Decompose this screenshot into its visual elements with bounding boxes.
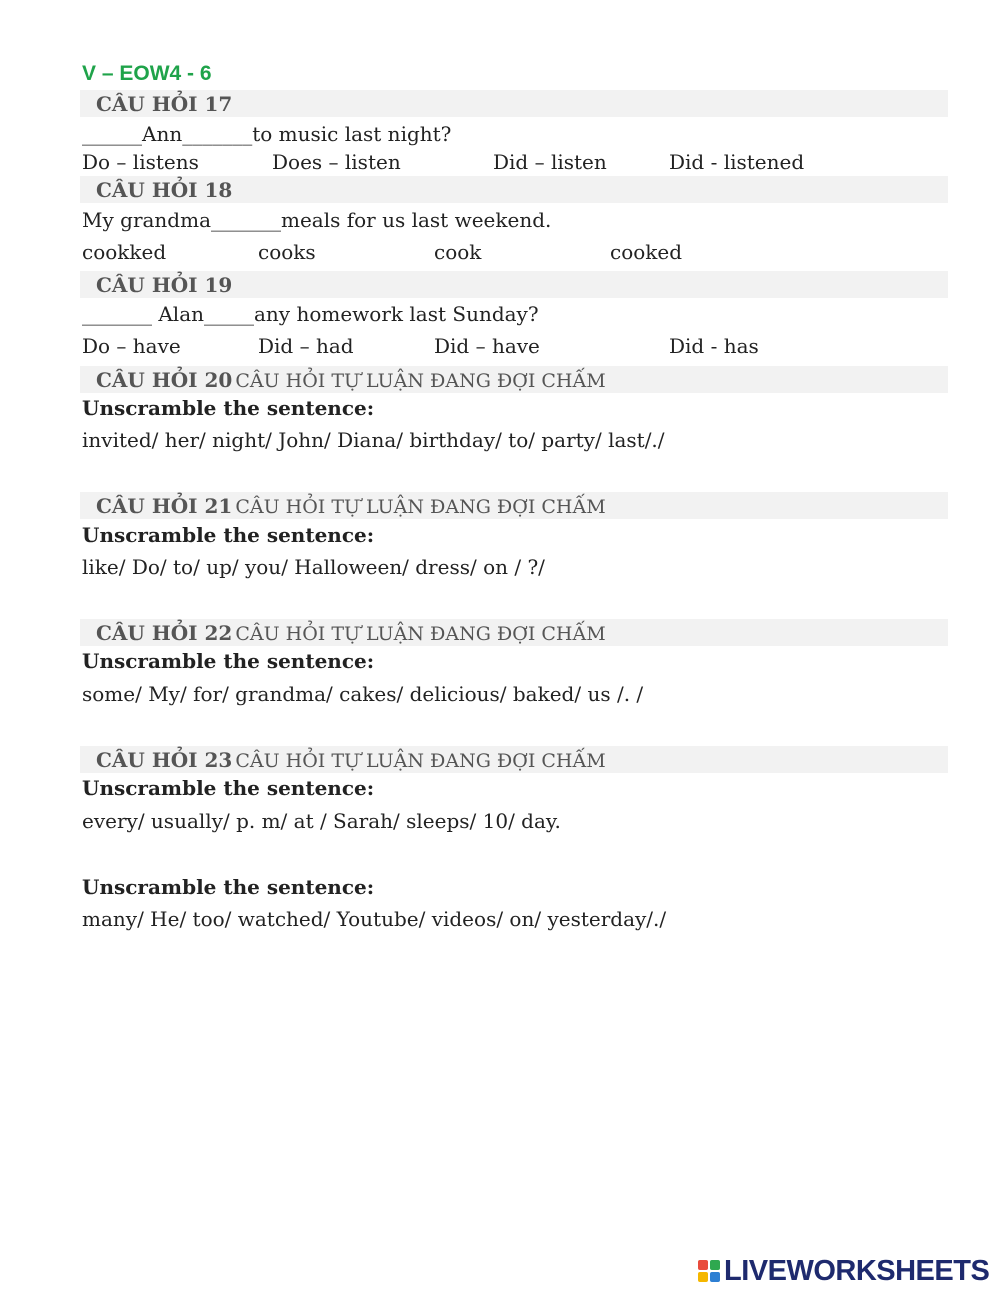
question-label: CÂU HỎI 17 xyxy=(96,92,233,116)
scrambled-prompt: like/ Do/ to/ up/ you/ Halloween/ dress/ on / ?/ xyxy=(82,555,545,579)
question-header-20 xyxy=(80,366,948,393)
answer-option[interactable]: Did – listen xyxy=(493,150,607,174)
question-label: CÂU HỎI 23 xyxy=(96,748,233,772)
instruction-text: Unscramble the sentence: xyxy=(82,776,375,800)
question-header-22 xyxy=(80,619,948,646)
question-stem: My grandma_______meals for us last weekend. xyxy=(82,208,552,232)
answer-option[interactable]: Does – listen xyxy=(272,150,401,174)
question-label: CÂU HỎI 22 xyxy=(96,621,233,645)
answer-option[interactable]: Did – had xyxy=(258,334,354,358)
question-label: CÂU HỎI 21 xyxy=(96,494,233,518)
answer-option[interactable]: cooks xyxy=(258,240,316,264)
instruction-text: Unscramble the sentence: xyxy=(82,649,375,673)
grading-status: CÂU HỎI TỰ LUẬN ĐANG ĐỢI CHẤM xyxy=(235,623,606,645)
scrambled-prompt: many/ He/ too/ watched/ Youtube/ videos/ on/ yesterday/./ xyxy=(82,907,667,931)
scrambled-prompt: invited/ her/ night/ John/ Diana/ birthday/ to/ party/ last/./ xyxy=(82,428,665,452)
answer-option[interactable]: cooked xyxy=(610,240,683,264)
grading-status: CÂU HỎI TỰ LUẬN ĐANG ĐỢI CHẤM xyxy=(235,496,606,518)
question-label: CÂU HỎI 20 xyxy=(96,368,233,392)
scrambled-prompt: some/ My/ for/ grandma/ cakes/ delicious/ baked/ us /. / xyxy=(82,682,644,706)
question-stem: ______Ann_______to music last night? xyxy=(82,122,452,146)
answer-option[interactable]: Did - listened xyxy=(669,150,805,174)
question-label: CÂU HỎI 18 xyxy=(96,178,233,202)
answer-option[interactable]: Do – listens xyxy=(82,150,199,174)
question-header-23 xyxy=(80,746,948,773)
answer-option[interactable]: cookked xyxy=(82,240,167,264)
question-stem: _______ Alan_____any homework last Sunday? xyxy=(82,302,539,326)
answer-option[interactable]: Did - has xyxy=(669,334,759,358)
answer-option[interactable]: Do – have xyxy=(82,334,181,358)
instruction-text: Unscramble the sentence: xyxy=(82,875,375,899)
grading-status: CÂU HỎI TỰ LUẬN ĐANG ĐỢI CHẤM xyxy=(235,370,606,392)
liveworksheets-logo-icon xyxy=(698,1260,720,1282)
question-header-19 xyxy=(80,271,948,298)
worksheet-title: V – EOW4 - 6 xyxy=(82,62,212,85)
instruction-text: Unscramble the sentence: xyxy=(82,523,375,547)
answer-option[interactable]: cook xyxy=(434,240,482,264)
question-header-18 xyxy=(80,176,948,203)
question-label: CÂU HỎI 19 xyxy=(96,273,233,297)
question-header-21 xyxy=(80,492,948,519)
instruction-text: Unscramble the sentence: xyxy=(82,396,375,420)
scrambled-prompt: every/ usually/ p. m/ at / Sarah/ sleeps/ 10/ day. xyxy=(82,809,561,833)
logo-text: LIVEWORKSHEETS xyxy=(724,1254,990,1287)
grading-status: CÂU HỎI TỰ LUẬN ĐANG ĐỢI CHẤM xyxy=(235,750,606,772)
answer-option[interactable]: Did – have xyxy=(434,334,540,358)
question-header-17 xyxy=(80,90,948,117)
liveworksheets-logo[interactable] xyxy=(698,1254,989,1288)
